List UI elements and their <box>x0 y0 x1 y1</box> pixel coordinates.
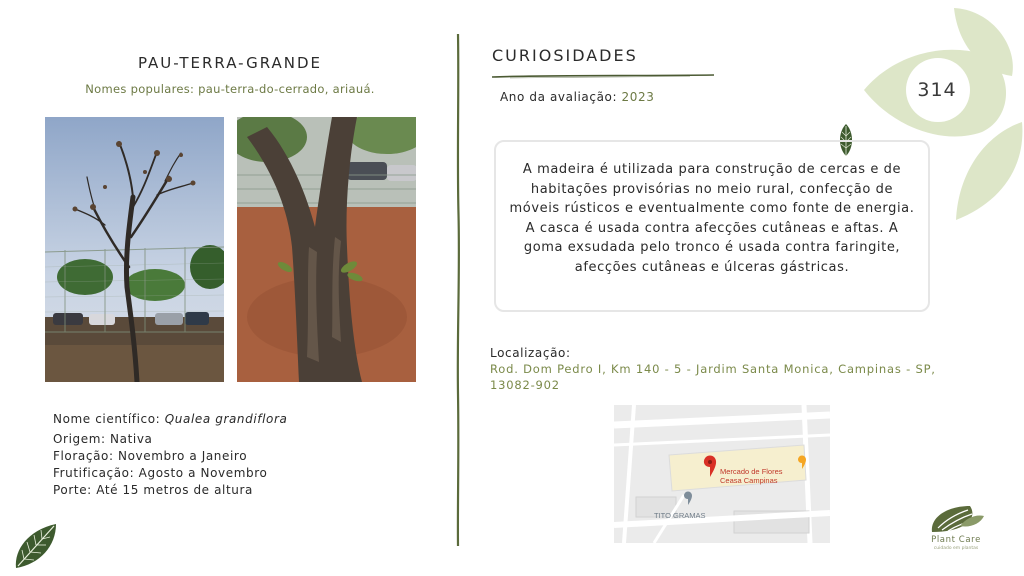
title-underline <box>490 66 716 76</box>
scientific-name: Qualea grandiflora <box>164 412 288 426</box>
popular-names-value: pau-terra-do-cerrado, ariauá. <box>198 82 375 96</box>
location-map[interactable] <box>614 405 830 543</box>
species-details <box>53 411 287 499</box>
flowering-row: Floração: Novembro a Janeiro <box>53 449 248 463</box>
map-place-label-2: Ceasa Campinas <box>720 476 778 485</box>
origin-row: Origem: Nativa <box>53 432 153 446</box>
scientific-name-label: Nome científico: <box>53 412 161 426</box>
tree-photo <box>45 117 224 382</box>
trunk-photo <box>237 117 416 382</box>
size-row: Porte: Até 15 metros de altura <box>53 483 253 497</box>
page-number: 314 <box>917 79 957 101</box>
brand-name: Plant Care <box>931 535 981 545</box>
curiosity-text: A madeira é utilizada para construção de cercas e de habitações provisórias no meio rural, confecção de móveis rústicos e eventualmente como fonte de energia. A casca é usada contra afecções cutâneas e aftas. A goma exsudada pelo tronco é usada contra faringite, afecções cutâneas e úlceras gástricas. <box>509 162 915 275</box>
popular-names <box>40 82 420 96</box>
popular-names-label: Nomes populares: <box>85 82 195 96</box>
map-nearby-label: TITO GRAMAS <box>654 511 706 520</box>
evaluation-year-label: Ano da avaliação: <box>500 90 618 104</box>
page-divider <box>448 34 468 546</box>
location-address[interactable]: Rod. Dom Pedro I, Km 140 - 5 - Jardim Santa Monica, Campinas - SP, 13082-902 <box>490 362 936 392</box>
curiosity-card <box>494 140 930 312</box>
map-place-label-1: Mercado de Flores <box>720 467 783 476</box>
location-label: Localização: <box>490 346 571 360</box>
evaluation-year-value: 2023 <box>621 90 655 104</box>
evaluation-year <box>500 90 655 104</box>
species-title: PAU-TERRA-GRANDE <box>137 54 323 72</box>
brand-tagline: cuidado em plantas <box>933 546 979 551</box>
leaf-icon <box>10 520 62 572</box>
fruiting-row: Frutificação: Agosto a Novembro <box>53 466 268 480</box>
curiosities-title: CURIOSIDADES <box>492 46 638 65</box>
scientific-name-row <box>53 411 287 428</box>
